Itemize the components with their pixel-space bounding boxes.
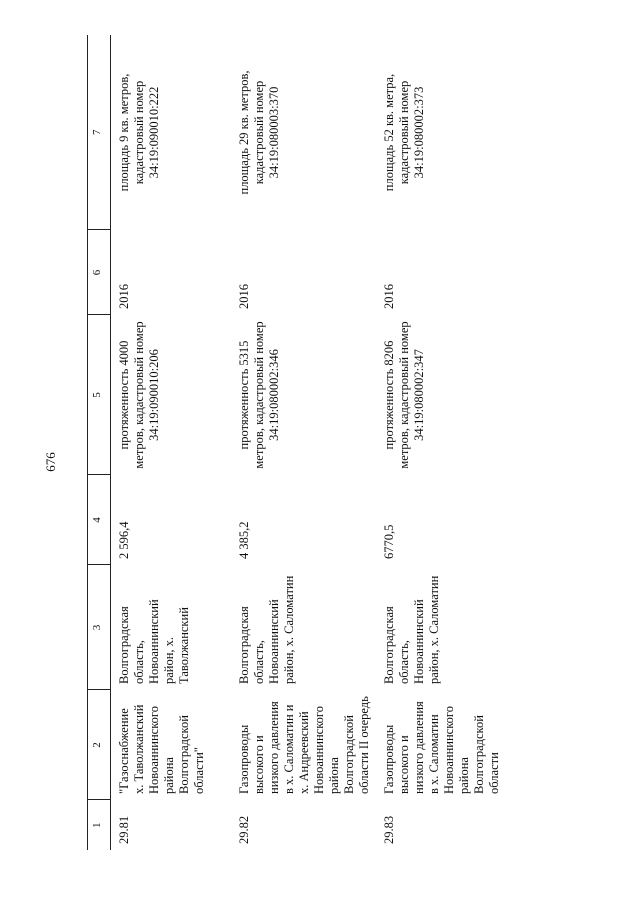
- object-value: 6770,5: [381, 524, 396, 559]
- object-extra: площадь 29 кв. метров, кадастровый номер 34:19:080003:370: [236, 70, 281, 195]
- row-number: 29.83: [381, 815, 396, 844]
- object-name: "Газоснабжение х. Таволжанский Новоаннинского района Волгоградской области": [117, 704, 206, 794]
- object-value: 2 596,4: [117, 521, 131, 559]
- object-location: Волгоградская область, Новоаннинский район, х. Саломатин: [236, 575, 296, 684]
- object-extra: площадь 52 кв. метра, кадастровый номер 34:19:080002:373: [381, 73, 426, 192]
- page-number: 676: [43, 452, 58, 472]
- object-characteristics: протяженность 5315 метров, кадастровый номер 34:19:080002:346: [236, 321, 281, 469]
- header-col-1: 1: [88, 800, 111, 850]
- object-characteristics: протяженность 8206 метров, кадастровый номер 34:19:080002:347: [381, 321, 426, 469]
- row-number: 29.82: [236, 815, 251, 844]
- header-col-4: 4: [88, 475, 111, 565]
- object-value: 4 385,2: [236, 521, 251, 559]
- object-name: Газопроводы высокого и низкого давления в х. Саломатин и х. Андреевский Новоаннинского района Волгоградской области II очередь: [236, 696, 371, 794]
- row-number: 29.81: [117, 815, 131, 844]
- object-characteristics: протяженность 4000 метров, кадастровый номер 34:19:090010:206: [117, 321, 161, 469]
- registry-table-wrap: [87, 35, 501, 850]
- registry-table: [87, 35, 506, 850]
- object-year: 2016: [117, 284, 131, 309]
- header-col-7: 7: [88, 35, 111, 230]
- table-row: [376, 35, 506, 850]
- object-year: 2016: [381, 284, 396, 309]
- header-col-3: 3: [88, 565, 111, 690]
- object-location: Волгоградская область, Новоаннинский район, х. Саломатин: [381, 575, 441, 684]
- header-col-2: 2: [88, 690, 111, 800]
- object-year: 2016: [236, 284, 251, 309]
- object-location: Волгоградская область, Новоаннинский район, х. Таволжанский: [117, 599, 191, 684]
- table-row: [111, 35, 231, 850]
- object-extra: площадь 9 кв. метров, кадастровый номер 34:19:090010:222: [117, 73, 161, 192]
- header-col-5: 5: [88, 315, 111, 475]
- registry-sheet: [87, 35, 501, 850]
- header-row: [88, 35, 111, 850]
- table-row: [231, 35, 376, 850]
- header-col-6: 6: [88, 230, 111, 315]
- object-name: Газопроводы высокого и низкого давления в х. Саломатин Новоаннинского района Волгоградской области: [381, 701, 501, 794]
